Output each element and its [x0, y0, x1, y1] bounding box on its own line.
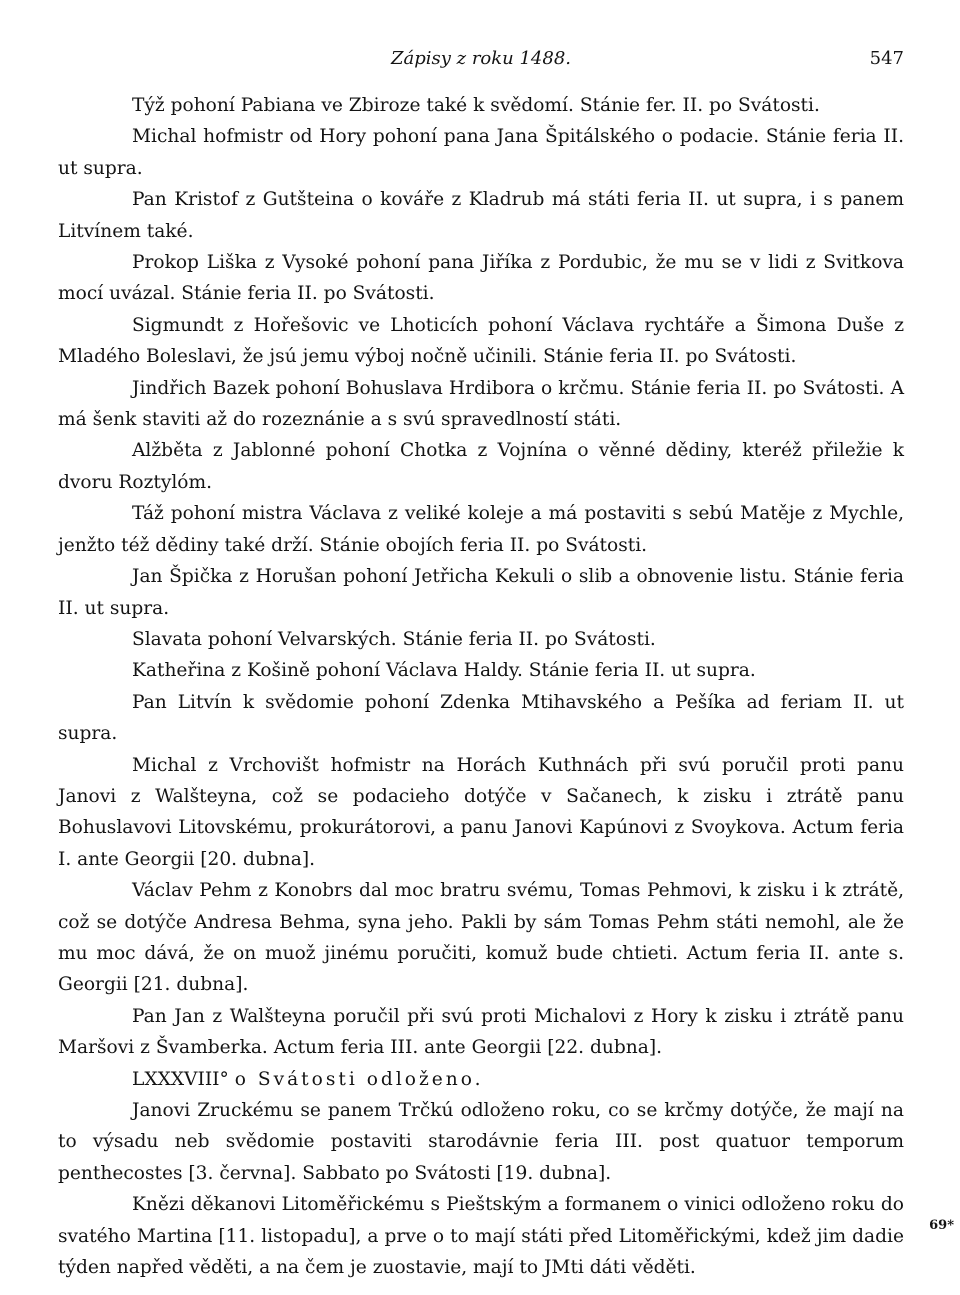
paragraph: Týž pohoní Pabiana ve Zbiroze také k svědomí. Stánie fer. II. po Svátosti.: [132, 95, 820, 116]
document-page: [58, 44, 904, 1283]
signature-mark: 69*: [929, 1218, 954, 1233]
paragraph: Slavata pohoní Velvarských. Stánie feria II. po Svátosti.: [132, 628, 656, 650]
section-heading: [58, 1064, 904, 1095]
paragraph: Táž pohoní mistra Václava z veliké koleje a má postaviti s sebú Matěje z Mychle, jenžto též dědiny také drží. Stánie obojích feria II. po Svátosti.: [58, 503, 904, 556]
paragraph: Jan Špička z Horušan pohoní Jetřicha Kekuli o slib a obnovenie listu. Stánie feria II. ut supra.: [58, 566, 904, 619]
paragraph: Pan Litvín k svědomie pohoní Zdenka Mtihavského a Pešíka ad feriam II. ut supra.: [58, 691, 904, 745]
paragraph: Jindřich Bazek pohoní Bohuslava Hrdibora o krčmu. Stánie feria II. po Svátosti. A má šenk staviti až do rozeznánie a s svú spravedlností státi.: [58, 377, 904, 431]
paragraph: Prokop Liška z Vysoké pohoní pana Jiříka z Pordubic, že mu se v lidi z Svitkova mocí uvázal. Stánie feria II. po Svátosti.: [58, 252, 904, 305]
paragraph: Janovi Zruckému se panem Trčkú odloženo roku, co se krčmy dotýče, že mají na to výsadu neb svědomie postaviti starodávnie feria III. post quatuor temporum penthecostes [3. června]. Sabbato po Svátosti [19. dubna].: [58, 1100, 904, 1184]
page-number: 547: [869, 48, 904, 69]
section-heading-text: o Svátosti odloženo.: [234, 1068, 484, 1090]
paragraph: Pan Kristof z Gutšteina o kováře z Kladrub má státi feria II. ut supra, i s panem Litvínem také.: [58, 189, 904, 242]
running-title: Zápisy z roku 1488.: [390, 48, 572, 69]
section-numeral: LXXXVIII°: [132, 1068, 229, 1090]
page-header: [58, 44, 904, 78]
paragraph: Katheřina z Košině pohoní Václava Haldy. Stánie feria II. ut supra.: [132, 660, 756, 682]
paragraph: Michal hofmistr od Hory pohoní pana Jana Špitálského o podacie. Stánie feria II. ut supra.: [58, 126, 904, 179]
paragraph: Knězi děkanovi Litoměřickému s Pieštským a formanem o vinici odloženo roku do svatého Martina [11. listopadu], a prve o to mají státi před Litoměřickými, kdež jim dadie týden napřed věděti, a na čem je zuostavie, mají to JMti dáti věděti.: [58, 1194, 904, 1279]
body-text: [58, 90, 904, 1283]
paragraph: Alžběta z Jablonné pohoní Chotka z Vojnína o věnné dědiny, kteréž přiležie k dvoru Roztylóm.: [58, 440, 904, 493]
paragraph: Václav Pehm z Konobrs dal moc bratru svému, Tomas Pehmovi, k zisku i k ztrátě, což se dotýče Andresa Behma, syna jeho. Pakli by sám Tomas Pehm státi nemohl, ale že mu moc dává, že on muož jinému poručiti, komuž bude chtieti. Actum feria II. ante s. Georgii [21. dubna].: [58, 880, 904, 996]
paragraph: Pan Jan z Walšteyna poručil při svú proti Michalovi z Hory k zisku i ztrátě panu Maršovi z Švamberka. Actum feria III. ante Georgii [22. dubna].: [58, 1005, 904, 1059]
paragraph: Michal z Vrchovišt hofmistr na Horách Kuthnách při svú poručil proti panu Janovi z Walšteyna, což se podacieho dotýče v Sačanech, k zisku i ztrátě panu Bohuslavovi Litovskému, prokurátorovi, a panu Janovi Kapúnovi z Svoykova. Actum feria I. ante Georgii [20. dubna].: [58, 754, 904, 870]
paragraph: Sigmundt z Hořešovic ve Lhoticích pohoní Václava rychtáře a Šimona Duše z Mladého Boleslavi, že jsú jemu výboj nočně učinili. Stánie feria II. po Svátosti.: [58, 314, 904, 368]
